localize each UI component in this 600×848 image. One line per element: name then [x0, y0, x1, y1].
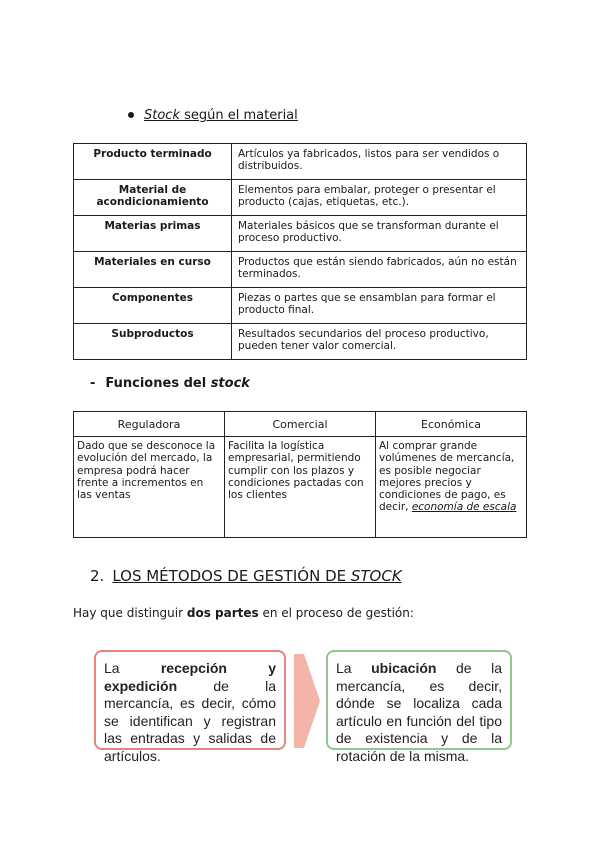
reception-pre: La — [104, 660, 161, 676]
dash-marker: - — [90, 376, 96, 391]
material-value: Materiales básicos que se transforman durante el proceso productivo. — [232, 216, 527, 252]
reception-box — [94, 650, 286, 764]
functions-header-reguladora: Reguladora — [74, 412, 225, 437]
arrow-shape — [294, 654, 320, 748]
bullet-heading-text — [144, 108, 298, 123]
bullet-heading — [128, 108, 298, 123]
material-table-row — [74, 324, 527, 360]
bullet-stock-word: Stock — [144, 108, 180, 123]
reception-bold: recepción y expedición — [104, 660, 276, 694]
section-2-title — [112, 567, 401, 585]
material-table-row — [74, 252, 527, 288]
material-value: Artículos ya fabricados, listos para ser vendidos o distribuidos. — [232, 144, 527, 180]
bullet-rest: según el material — [179, 108, 298, 123]
bullet-icon — [128, 112, 134, 118]
intro-bold: dos partes — [186, 606, 259, 620]
material-table-row — [74, 180, 527, 216]
intro-paragraph — [73, 606, 414, 620]
arrow-right-icon — [294, 654, 320, 748]
functions-heading-stock: stock — [210, 376, 250, 391]
material-table — [73, 143, 527, 360]
intro-post: en el proceso de gestión: — [258, 606, 414, 620]
economia-de-escala-link[interactable]: economía de escala — [411, 501, 517, 514]
material-key: Producto terminado — [74, 144, 232, 180]
material-key: Componentes — [74, 288, 232, 324]
functions-cell-comercial: Facilita la logística empresarial, permitiendo cumplir con los plazos y condiciones pactadas con los clientes — [225, 437, 376, 538]
functions-cell-reguladora: Dado que se desconoce la evolución del mercado, la empresa podrá hacer frente a incrementos en las ventas — [74, 437, 225, 538]
functions-header-comercial: Comercial — [225, 412, 376, 437]
material-key: Material de acondicionamiento — [74, 180, 232, 216]
location-post: de la mercancía, es decir, dónde se localiza cada artículo en función del tipo de existencia y de la rotación de la misma. — [336, 660, 502, 764]
functions-cell-economica — [376, 437, 527, 538]
functions-heading — [90, 376, 250, 391]
intro-pre: Hay que distinguir — [73, 606, 187, 620]
section-2-heading — [90, 567, 402, 585]
functions-header-economica: Económica — [376, 412, 527, 437]
functions-table — [73, 411, 527, 538]
material-table-row — [74, 288, 527, 324]
material-key: Subproductos — [74, 324, 232, 360]
material-value: Elementos para embalar, proteger o presentar el producto (cajas, etiquetas, etc.). — [232, 180, 527, 216]
section-2-title-stock: STOCK — [350, 567, 402, 585]
functions-cell-economica-text: Al comprar grande volúmenes de mercancía, es posible negociar mejores precios y condiciones de pago, es decir, — [379, 440, 515, 514]
material-key: Materias primas — [74, 216, 232, 252]
location-pre: La — [336, 660, 372, 676]
functions-heading-prefix: Funciones del — [105, 376, 211, 391]
section-2-number: 2. — [90, 567, 105, 585]
material-key: Materiales en curso — [74, 252, 232, 288]
reception-post: de la mercancía, es decir, cómo se identifican y registran las entradas y salidas de artículos. — [104, 677, 276, 764]
material-table-row — [74, 144, 527, 180]
material-value: Resultados secundarios del proceso productivo, pueden tener valor comercial. — [232, 324, 527, 360]
material-table-row — [74, 216, 527, 252]
location-bold: ubicación — [371, 660, 437, 676]
material-value: Productos que están siendo fabricados, aún no están terminados. — [232, 252, 527, 288]
section-2-title-prefix: LOS MÉTODOS DE GESTIÓN DE — [112, 567, 351, 585]
location-box — [326, 650, 512, 764]
material-value: Piezas o partes que se ensamblan para formar el producto final. — [232, 288, 527, 324]
